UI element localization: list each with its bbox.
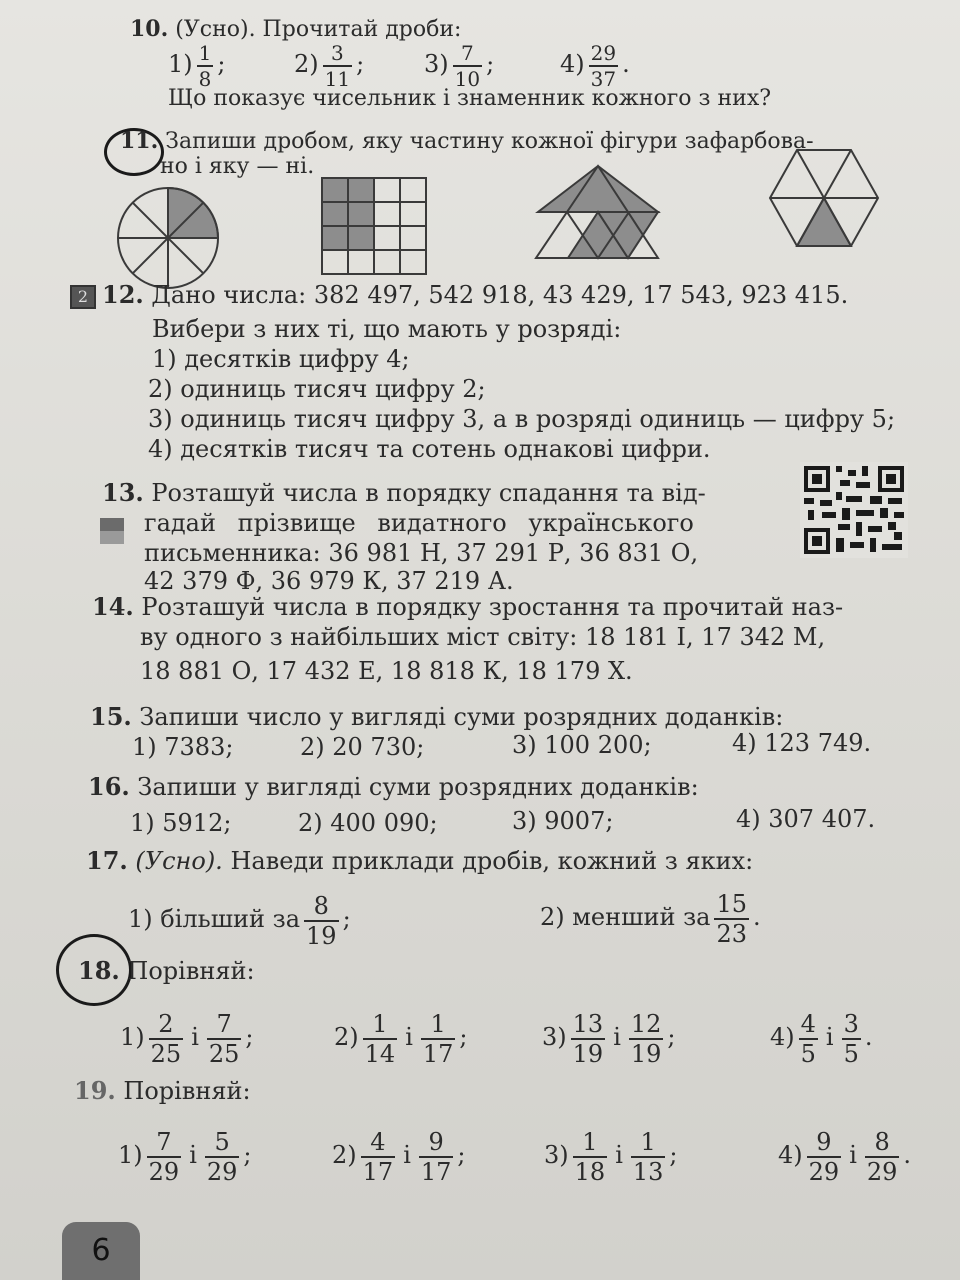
comparison-item: 1) $\frac{7}{29}$ і $\frac{5}{29}$ ; xyxy=(118,1127,252,1186)
grid-figure xyxy=(322,178,426,274)
exercise-12-item: 4) десятків тисяч та сотень однакові цифри. xyxy=(148,435,711,463)
exercise-17-title: 17. (Усно). Наведи приклади дробів, кожний з яких: xyxy=(86,846,754,875)
exercise-text: (Усно). Прочитай дроби: xyxy=(175,17,462,42)
exercise-15-title: 15. Запиши число у вигляді суми розрядних доданків: xyxy=(90,702,784,731)
exercise-19-items xyxy=(118,1118,938,1192)
fraction-item: 4) $\frac{29}{37}$ . xyxy=(560,40,630,91)
fraction-item: 3) $\frac{7}{10}$ ; xyxy=(424,40,495,91)
fraction-item: 1) $\frac{1}{8}$ ; xyxy=(168,40,226,91)
exercise-12-line2: Вибери з них ті, що мають у розряді: xyxy=(152,315,622,343)
exercise-11-line2: но і яку — ні. xyxy=(160,154,315,179)
exercise-16-item: 3) 9007; xyxy=(512,807,614,835)
comparison-item: 2) $\frac{4}{17}$ і $\frac{9}{17}$ ; xyxy=(332,1127,466,1186)
exercise-12-item: 3) одиниць тисяч цифру 3, а в розряді одиниць — цифру 5; xyxy=(148,405,896,433)
comparison-item: 4) $\frac{9}{29}$ і $\frac{8}{29}$ . xyxy=(778,1127,912,1186)
exercise-11-figures xyxy=(100,140,920,290)
triangle-figure xyxy=(536,166,658,258)
exercise-14-line1: 14. Розташуй числа в порядку зростання та прочитай наз- xyxy=(92,592,844,621)
exercise-14-line3: 18 881 О, 17 432 Е, 18 818 К, 18 179 Х. xyxy=(140,657,633,685)
exercise-10-question: Що показує чисельник і знаменник кожного з них? xyxy=(168,86,772,111)
exercise-16-item: 4) 307 407. xyxy=(736,805,876,833)
comparison-item: 2) $\frac{1}{14}$ і $\frac{1}{17}$ ; xyxy=(334,1009,468,1068)
hexagon-figure xyxy=(770,150,878,246)
exercise-15-item: 4) 123 749. xyxy=(732,729,872,757)
comparison-item: 3) $\frac{1}{18}$ і $\frac{1}{13}$ ; xyxy=(544,1127,678,1186)
exercise-13-line4: 42 379 Ф, 36 979 К, 37 219 А. xyxy=(144,567,514,595)
exercise-13-line2: гадай прізвище видатного українського xyxy=(144,509,694,537)
exercise-16-item: 2) 400 090; xyxy=(298,809,438,837)
exercise-12-line1: 2 12. Дано числа: 382 497, 542 918, 43 429, 17 543, 923 415. xyxy=(70,280,848,310)
page-number: 6 xyxy=(62,1222,140,1280)
level-badge: 2 xyxy=(70,285,96,309)
comparison-item: 4) $\frac{4}{5}$ і $\frac{3}{5}$ . xyxy=(770,1009,873,1068)
exercise-18-items xyxy=(120,1004,920,1070)
exercise-19-title: 19. Порівняй: xyxy=(74,1076,251,1105)
exercise-17-item: 1) більший за $\frac{8}{19}$ ; xyxy=(128,891,351,950)
exercise-15-item: 2) 20 730; xyxy=(300,733,425,761)
exercise-15-item: 3) 100 200; xyxy=(512,731,652,759)
exercise-16-title: 16. Запиши у вигляді суми розрядних доданків: xyxy=(88,772,699,801)
qr-code[interactable] xyxy=(800,462,908,558)
circle-figure xyxy=(118,188,218,288)
fraction-item: 2) $\frac{3}{11}$ ; xyxy=(294,40,365,91)
online-resource-icon xyxy=(100,518,124,544)
comparison-item: 3) $\frac{13}{19}$ і $\frac{12}{19}$ ; xyxy=(542,1009,676,1068)
exercise-12-item: 2) одиниць тисяч цифру 2; xyxy=(148,375,486,403)
exercise-16-item: 1) 5912; xyxy=(130,809,232,837)
exercise-11-line1: 11. Запиши дробом, яку частину кожної фігури зафарбова- xyxy=(120,128,814,154)
exercise-18-title: 18. Порівняй: xyxy=(78,956,255,985)
exercise-17-item: 2) менший за $\frac{15}{23}$ . xyxy=(540,889,761,948)
exercise-13-line3: письменника: 36 981 Н, 37 291 Р, 36 831 О, xyxy=(144,539,699,567)
exercise-15-item: 1) 7383; xyxy=(132,733,234,761)
exercise-13-line1: 13. Розташуй числа в порядку спадання та від- xyxy=(102,478,706,507)
exercise-14-line2: ву одного з найбільших міст світу: 18 181 І, 17 342 М, xyxy=(140,623,826,651)
comparison-item: 1) $\frac{2}{25}$ і $\frac{7}{25}$ ; xyxy=(120,1009,254,1068)
exercise-number: 10. xyxy=(130,16,169,42)
exercise-12-item: 1) десятків цифру 4; xyxy=(152,345,410,373)
